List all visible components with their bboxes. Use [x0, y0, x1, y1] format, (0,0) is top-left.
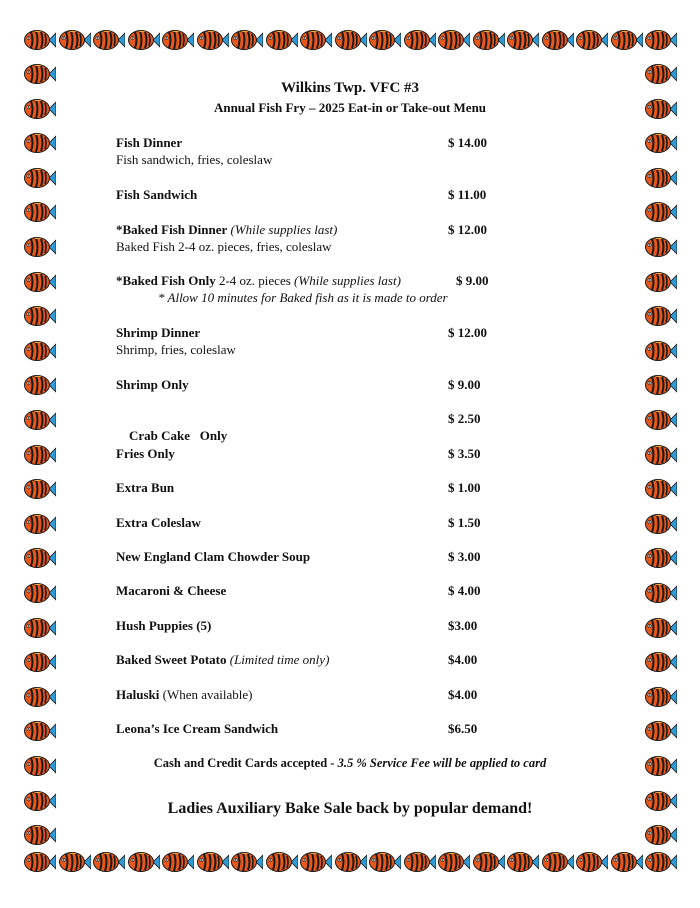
- item-note: (While supplies last): [294, 273, 401, 288]
- tropical-fish-icon: [473, 29, 505, 51]
- item-name: Fries Only: [116, 446, 175, 461]
- tropical-fish-icon: [645, 547, 677, 569]
- tropical-fish-icon: [645, 824, 677, 846]
- tropical-fish-icon: [369, 29, 401, 51]
- item-price: $ 3.00: [448, 549, 481, 564]
- tropical-fish-icon: [197, 29, 229, 51]
- tropical-fish-icon: [24, 547, 56, 569]
- item-description: Shrimp, fries, coleslaw: [116, 342, 236, 357]
- page-title: Wilkins Twp. VFC #3: [280, 80, 420, 96]
- tropical-fish-icon: [335, 851, 367, 873]
- tropical-fish-icon: [438, 29, 470, 51]
- item-name: Leona’s Ice Cream Sandwich: [116, 721, 279, 736]
- tropical-fish-icon: [300, 29, 332, 51]
- tropical-fish-icon: [645, 478, 677, 500]
- item-price: $ 12.00: [448, 325, 487, 340]
- tropical-fish-icon: [438, 851, 470, 873]
- item-price: $ 9.00: [448, 377, 481, 392]
- tropical-fish-icon: [645, 444, 677, 466]
- tropical-fish-icon: [93, 29, 125, 51]
- tropical-fish-icon: [645, 340, 677, 362]
- tropical-fish-icon: [24, 582, 56, 604]
- tropical-fish-icon: [645, 374, 677, 396]
- item-note: (When available): [162, 687, 253, 702]
- tropical-fish-icon: [266, 851, 298, 873]
- tropical-fish-icon: [24, 167, 56, 189]
- tropical-fish-icon: [576, 29, 608, 51]
- tropical-fish-icon: [24, 851, 56, 873]
- item-name: Crab Cake Only: [129, 428, 228, 443]
- item-name: Haluski: [116, 687, 160, 702]
- item-name: Shrimp Dinner: [116, 325, 201, 340]
- tropical-fish-icon: [335, 29, 367, 51]
- item-description: Fish sandwich, fries, coleslaw: [116, 152, 273, 167]
- tropical-fish-icon: [645, 132, 677, 154]
- tropical-fish-icon: [300, 851, 332, 873]
- tropical-fish-icon: [645, 720, 677, 742]
- tropical-fish-icon: [645, 851, 677, 873]
- tropical-fish-icon: [24, 132, 56, 154]
- item-price: $3.00: [448, 618, 478, 633]
- item-price: $ 4.00: [448, 583, 481, 598]
- tropical-fish-icon: [404, 29, 436, 51]
- tropical-fish-icon: [24, 617, 56, 639]
- tropical-fish-icon: [231, 29, 263, 51]
- tropical-fish-icon: [645, 201, 677, 223]
- tropical-fish-icon: [128, 29, 160, 51]
- item-price: $ 12.00: [448, 222, 487, 237]
- tropical-fish-icon: [197, 851, 229, 873]
- item-name: *Baked Fish Only: [116, 273, 216, 288]
- tropical-fish-icon: [59, 851, 91, 873]
- item-price: $ 14.00: [448, 135, 487, 150]
- tropical-fish-icon: [645, 167, 677, 189]
- item-name: New England Clam Chowder Soup: [116, 549, 311, 564]
- tropical-fish-icon: [473, 851, 505, 873]
- item-name: Macaroni & Cheese: [116, 583, 227, 598]
- item-price: $ 2.50: [448, 411, 481, 426]
- tropical-fish-icon: [24, 513, 56, 535]
- item-note: (Limited time only): [229, 652, 330, 667]
- tropical-fish-icon: [24, 720, 56, 742]
- item-name: Extra Bun: [116, 480, 175, 495]
- payment-note: [0, 756, 700, 771]
- tropical-fish-icon: [24, 374, 56, 396]
- tropical-fish-icon: [24, 478, 56, 500]
- tropical-fish-icon: [404, 851, 436, 873]
- tropical-fish-icon: [24, 305, 56, 327]
- tropical-fish-icon: [24, 201, 56, 223]
- tropical-fish-icon: [93, 851, 125, 873]
- item-subnote: * Allow 10 minutes for Baked fish as it is made to order: [158, 290, 448, 305]
- tropical-fish-icon: [645, 409, 677, 431]
- tropical-fish-icon: [24, 29, 56, 51]
- item-note: (While supplies last): [230, 222, 338, 237]
- item-price: $6.50: [448, 721, 478, 736]
- tropical-fish-icon: [507, 29, 539, 51]
- item-price: $ 1.00: [448, 480, 481, 495]
- tropical-fish-icon: [611, 851, 643, 873]
- tropical-fish-icon: [24, 651, 56, 673]
- item-price: $4.00: [448, 687, 478, 702]
- tropical-fish-icon: [24, 271, 56, 293]
- tropical-fish-icon: [24, 409, 56, 431]
- item-price: $ 3.50: [448, 446, 481, 461]
- tropical-fish-icon: [576, 851, 608, 873]
- page-subtitle: Annual Fish Fry – 2025 Eat-in or Take-out Menu: [213, 100, 487, 115]
- tropical-fish-icon: [128, 851, 160, 873]
- tropical-fish-icon: [611, 29, 643, 51]
- item-price: $ 9.00: [456, 273, 489, 288]
- tropical-fish-icon: [24, 444, 56, 466]
- tropical-fish-icon: [59, 29, 91, 51]
- tropical-fish-icon: [231, 851, 263, 873]
- item-name: Shrimp Only: [116, 377, 189, 392]
- item-name: Baked Sweet Potato: [116, 652, 227, 667]
- bake-sale-announcement: Ladies Auxiliary Bake Sale back by popular demand!: [167, 800, 533, 817]
- item-name: Fish Dinner: [116, 135, 183, 150]
- tropical-fish-icon: [542, 29, 574, 51]
- tropical-fish-icon: [369, 851, 401, 873]
- tropical-fish-icon: [645, 29, 677, 51]
- tropical-fish-icon: [645, 651, 677, 673]
- tropical-fish-icon: [266, 29, 298, 51]
- payment-text: Cash and Credit Cards accepted -: [153, 756, 338, 770]
- item-name: *Baked Fish Dinner: [116, 222, 228, 237]
- tropical-fish-icon: [645, 686, 677, 708]
- item-price: $ 1.50: [448, 515, 481, 530]
- tropical-fish-icon: [645, 617, 677, 639]
- service-fee-text: 3.5 % Service Fee will be applied to card: [337, 756, 547, 770]
- tropical-fish-icon: [24, 236, 56, 258]
- tropical-fish-icon: [645, 271, 677, 293]
- item-name: Hush Puppies (5): [116, 618, 212, 633]
- tropical-fish-icon: [162, 29, 194, 51]
- tropical-fish-icon: [645, 513, 677, 535]
- item-portion: 2-4 oz. pieces: [218, 273, 291, 288]
- item-description: Baked Fish 2-4 oz. pieces, fries, coleslaw: [116, 239, 332, 254]
- tropical-fish-icon: [162, 851, 194, 873]
- tropical-fish-icon: [645, 582, 677, 604]
- item-name: Extra Coleslaw: [116, 515, 201, 530]
- item-name: Fish Sandwich: [116, 187, 198, 202]
- tropical-fish-icon: [645, 236, 677, 258]
- tropical-fish-icon: [507, 851, 539, 873]
- tropical-fish-icon: [24, 824, 56, 846]
- tropical-fish-icon: [24, 686, 56, 708]
- tropical-fish-icon: [542, 851, 574, 873]
- item-price: $4.00: [448, 652, 478, 667]
- tropical-fish-icon: [24, 340, 56, 362]
- item-price: $ 11.00: [448, 187, 487, 202]
- tropical-fish-icon: [645, 305, 677, 327]
